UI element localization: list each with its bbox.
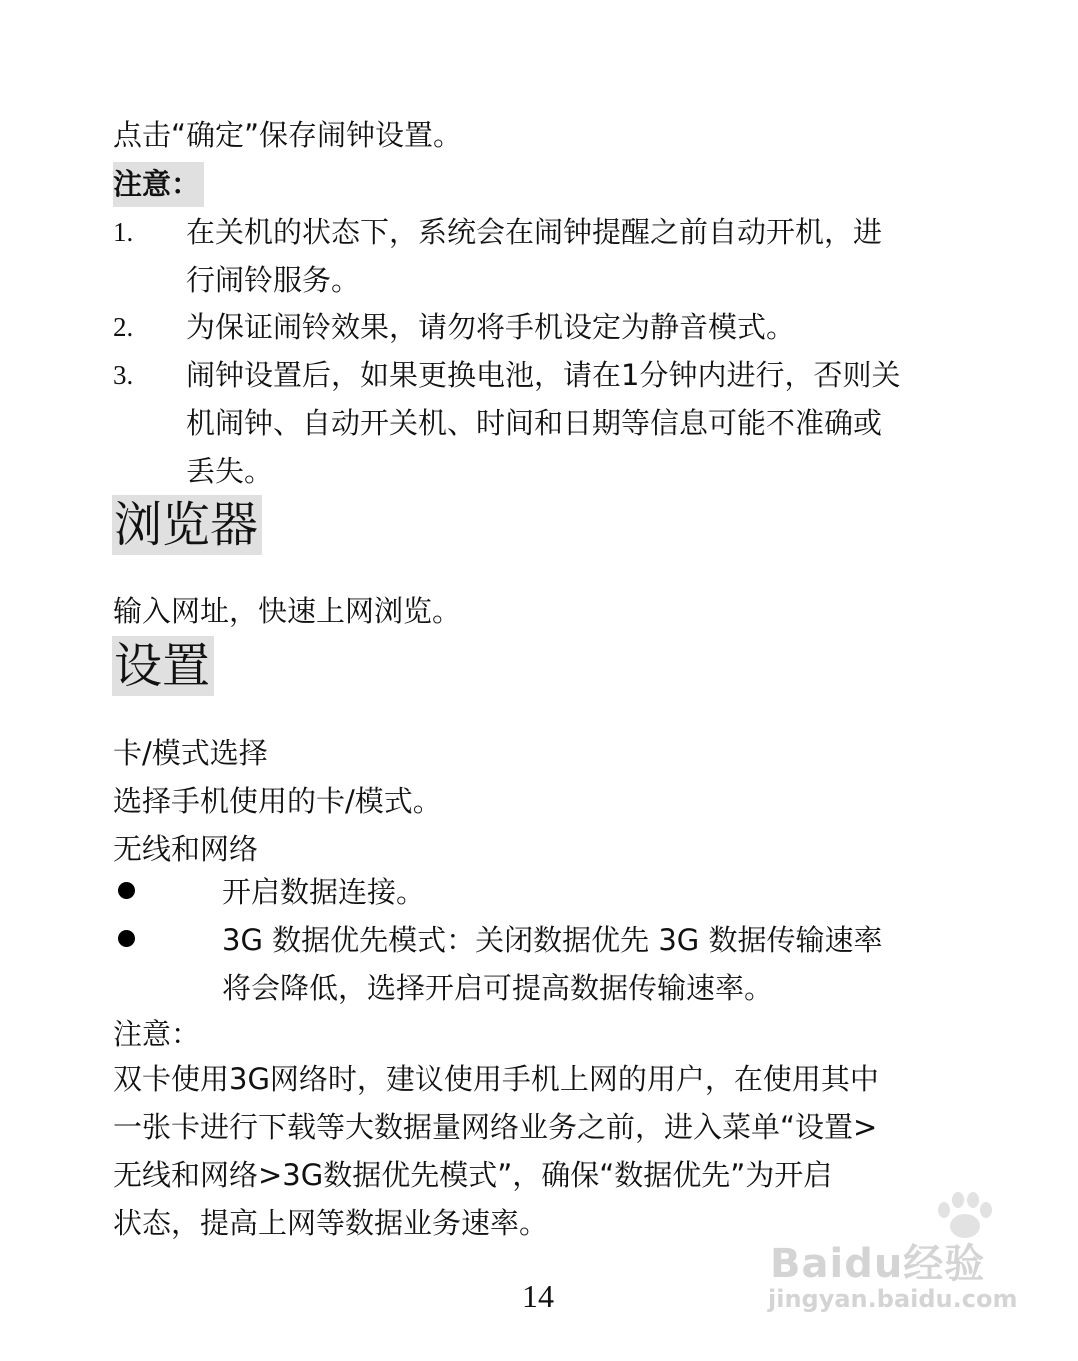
list-item-line: 丢失。 bbox=[186, 454, 274, 488]
browser-description: 输入网址，快速上网浏览。 bbox=[113, 594, 462, 628]
watermark-brand: Baidu经验 bbox=[770, 1241, 986, 1287]
bullet-item-line: 3G 数据优先模式：关闭数据优先 3G 数据传输速率 bbox=[222, 923, 883, 957]
wireless-title: 无线和网络 bbox=[113, 832, 259, 866]
watermark-url: jingyan.baidu.com bbox=[768, 1285, 1018, 1313]
settings-note-line: 双卡使用3G网络时，建议使用手机上网的用户，在使用其中 bbox=[113, 1062, 879, 1096]
list-item-line: 闹钟设置后，如果更换电池，请在1分钟内进行，否则关 bbox=[186, 358, 901, 392]
settings-heading: 设置 bbox=[112, 636, 214, 696]
bullet-item-line: 将会降低，选择开启可提高数据传输速率。 bbox=[222, 971, 774, 1005]
bullet-dot bbox=[118, 882, 135, 899]
note-label: 注意： bbox=[113, 162, 204, 207]
settings-note-line: 状态，提高上网等数据业务速率。 bbox=[113, 1206, 549, 1240]
settings-note-line: 无线和网络>3G数据优先模式”，确保“数据优先”为开启 bbox=[113, 1158, 833, 1192]
alarm-save-line: 点击“确定”保存闹钟设置。 bbox=[113, 118, 463, 152]
list-number: 1. bbox=[113, 217, 134, 247]
list-number: 3. bbox=[113, 360, 134, 390]
list-item-line: 机闹钟、自动开关机、时间和日期等信息可能不准确或 bbox=[186, 406, 883, 440]
settings-note-line: 一张卡进行下载等大数据量网络业务之前，进入菜单“设置> bbox=[113, 1110, 878, 1144]
list-item-line: 在关机的状态下，系统会在闹钟提醒之前自动开机，进 bbox=[186, 215, 883, 249]
card-mode-title: 卡/模式选择 bbox=[113, 736, 268, 770]
settings-note-label: 注意： bbox=[113, 1017, 201, 1051]
card-mode-description: 选择手机使用的卡/模式。 bbox=[113, 784, 442, 818]
list-item-line: 行闹铃服务。 bbox=[186, 263, 361, 297]
bullet-item-line: 开启数据连接。 bbox=[222, 875, 426, 909]
bullet-dot bbox=[118, 930, 135, 947]
list-number: 2. bbox=[113, 312, 134, 342]
list-item-line: 为保证闹铃效果，请勿将手机设定为静音模式。 bbox=[186, 310, 796, 344]
page-number: 14 bbox=[522, 1278, 554, 1314]
browser-heading: 浏览器 bbox=[112, 495, 262, 555]
